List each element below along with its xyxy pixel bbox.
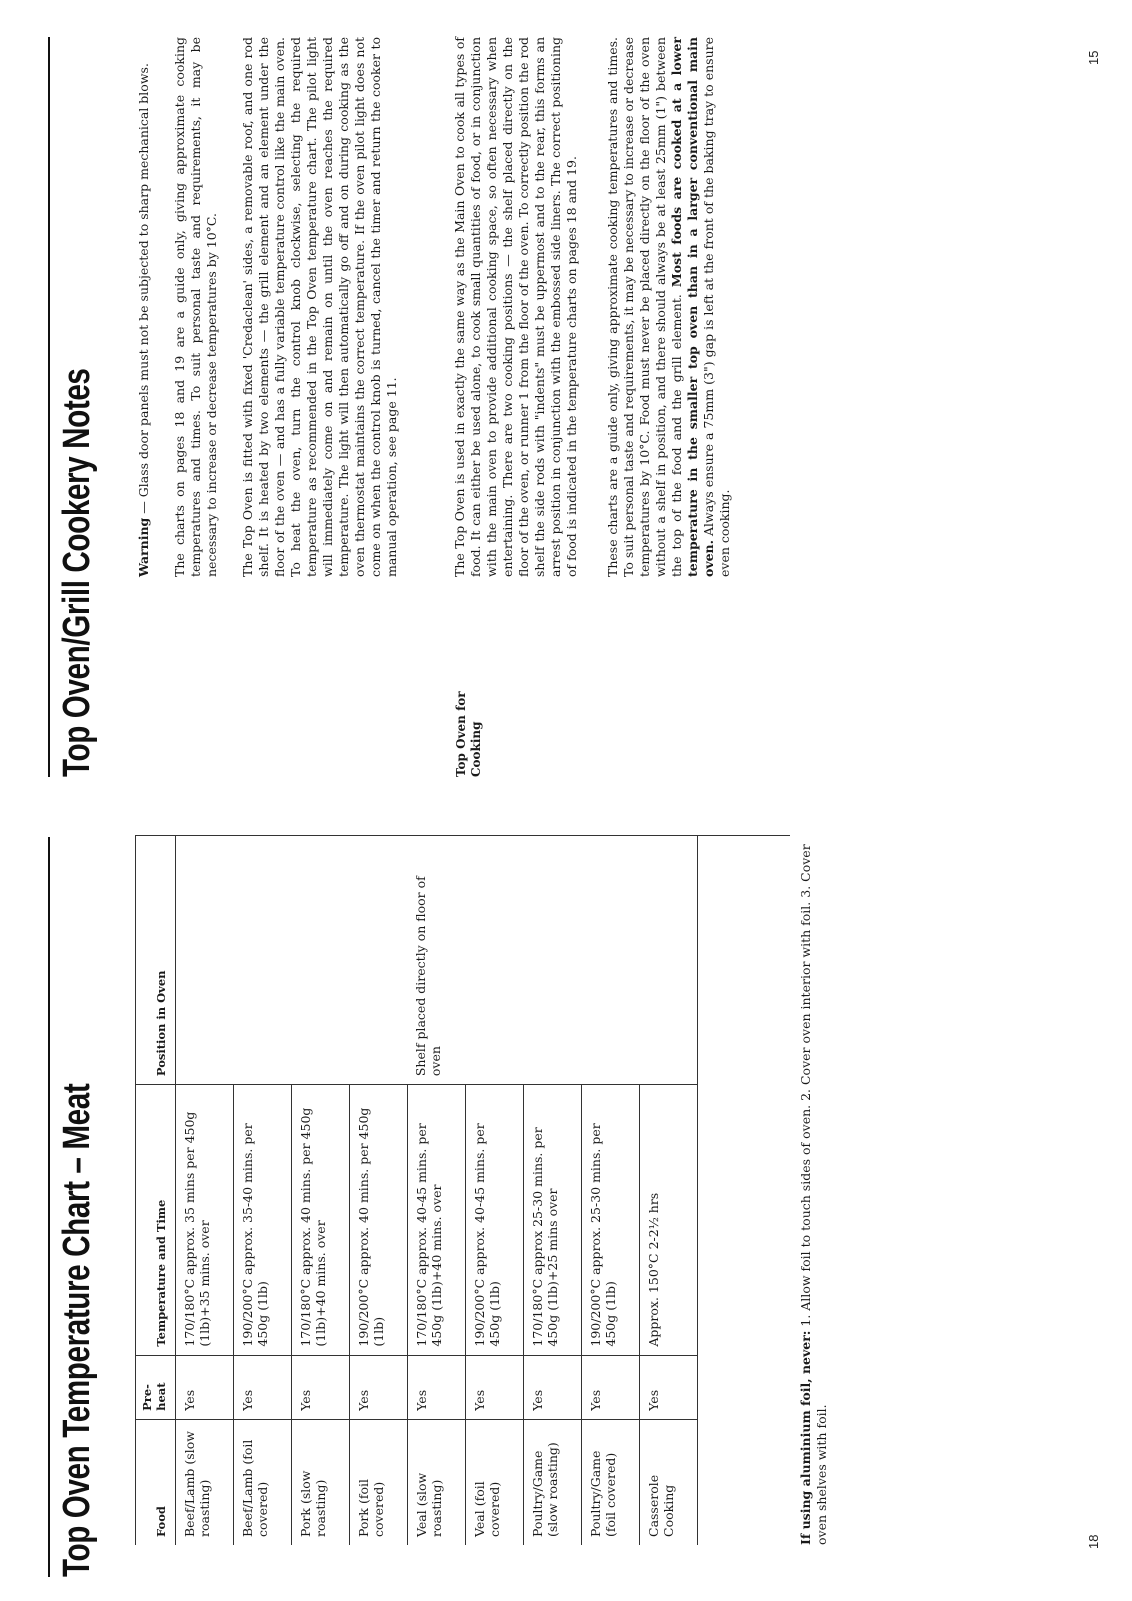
right-heading-rule xyxy=(48,37,50,777)
preheat-cell: Yes xyxy=(639,1355,697,1419)
position-cell-empty xyxy=(581,835,639,1085)
preheat-cell: Yes xyxy=(291,1355,349,1419)
position-cell-empty xyxy=(233,835,291,1085)
food-cell: Pork (foil covered) xyxy=(349,1419,407,1545)
temp-time-cell: 170/180°C approx 25-30 mins. per 450g (1lb)+25 mins over xyxy=(523,1085,581,1355)
foil-note-body: 1. Allow foil to touch sides of oven. 2. Cover oven interior with foil. 3. Cover oven shelves with foil. xyxy=(798,844,830,1545)
temp-time-cell: 170/180°C approx. 40-45 mins. per 450g (1lb)+40 mins. over xyxy=(407,1085,465,1355)
position-cell-empty xyxy=(523,835,581,1085)
page-number-left: 18 xyxy=(1086,1534,1101,1549)
warning-paragraph xyxy=(136,37,152,577)
table-row xyxy=(581,835,639,1545)
warning-text: — Glass door panels must not be subjected to sharp mechanical blows. xyxy=(136,63,151,518)
food-cell: Casserole Cooking xyxy=(639,1419,697,1545)
temp-time-cell: Approx. 150°C 2-2½ hrs xyxy=(639,1085,697,1355)
table-row xyxy=(175,835,233,1545)
position-cell-empty xyxy=(175,835,233,1085)
table-row xyxy=(233,835,291,1545)
foil-note-lead: If using aluminium foil, never: xyxy=(798,1330,813,1545)
preheat-cell: Yes xyxy=(175,1355,233,1419)
warning-label: Warning xyxy=(136,517,151,577)
food-cell: Beef/Lamb (foil covered) xyxy=(233,1419,291,1545)
page-number-right: 15 xyxy=(1086,50,1101,65)
food-cell: Beef/Lamb (slow roasting) xyxy=(175,1419,233,1545)
preheat-cell: Yes xyxy=(407,1355,465,1419)
oven-description-paragraph: The Top Oven is fitted with fixed 'Credaclean' sides, a removable roof, and one rod shelf. It is heated by two elements — the grill element and an element under the floor of the oven — and has a fully variable temperature control like the main oven. To heat the oven, turn the control knob clockwise, selecting the required temperature as recommended in the Top Oven temperature chart. The pilot light will immediately come on and remain on until the oven reaches the required temperature. The light will then automatically go off and on during cooking as the oven thermostat maintains the correct temperature. If the oven pilot light does not come on when the control knob is turned, cancel the timer and return the cooker to manual operation, see page 11. xyxy=(240,37,399,577)
table-row xyxy=(291,835,349,1545)
preheat-cell: Yes xyxy=(349,1355,407,1419)
table-row xyxy=(639,835,697,1545)
preheat-cell: Yes xyxy=(581,1355,639,1419)
temperature-chart-heading: Top Oven Temperature Chart – Meat xyxy=(56,1083,98,1577)
preheat-cell: Yes xyxy=(465,1355,523,1419)
temperature-chart-table xyxy=(135,835,698,1545)
position-note: Shelf placed directly on floor of oven xyxy=(407,835,465,1085)
position-cell-empty xyxy=(291,835,349,1085)
left-heading-rule xyxy=(48,837,50,1577)
top-oven-usage-paragraph: The Top Oven is used in exactly the same way as the Main Oven to cook all types of food. It can either be used alone, to cook small quantities of food, or in conjunction with the main oven to provide additional cooking space, so often necessary when entertaining. There are two cooking positions — the shelf placed directly on the floor of the oven, or runner 1 from the floor of the oven. To correctly position the rod shelf the side rods with "indents" must be uppermost and to the rear, this forms an arrest position in conjunction with the embossed side liners. The correct positioning of food is indicated in the temperature charts on pages 18 and 19. xyxy=(452,37,579,577)
temp-time-cell: 170/180°C approx. 40 mins. per 450g (1lb)+40 mins. over xyxy=(291,1085,349,1355)
guidance-text-end: Always ensure a 75mm (3") gap is left at the front of the baking tray to ensure even cooking. xyxy=(701,37,732,577)
food-cell: Pork (slow roasting) xyxy=(291,1419,349,1545)
temperature-guidance-paragraph xyxy=(605,37,733,577)
temp-time-cell: 190/200°C approx. 25-30 mins. per 450g (1lb) xyxy=(581,1085,639,1355)
food-cell: Poultry/Game (slow roasting) xyxy=(523,1419,581,1545)
temp-time-cell: 190/200°C approx. 35-40 mins. per 450g (1lb) xyxy=(233,1085,291,1355)
header-temperature-time: Temperature and Time xyxy=(135,1085,175,1355)
position-cell-empty xyxy=(465,835,523,1085)
foil-warning-note xyxy=(798,825,831,1545)
preheat-cell: Yes xyxy=(233,1355,291,1419)
position-cell-empty xyxy=(639,835,697,1085)
temp-time-cell: 170/180°C approx. 35 mins per 450g (1lb)+35 mins. over xyxy=(175,1085,233,1355)
table-header-row xyxy=(135,835,175,1545)
section-label-top-oven-cooking: Top Oven for Cooking xyxy=(454,691,483,777)
header-preheat: Pre-heat xyxy=(135,1355,175,1419)
temp-time-cell: 190/200°C approx. 40-45 mins. per 450g (1lb) xyxy=(465,1085,523,1355)
food-cell: Veal (foil covered) xyxy=(465,1419,523,1545)
temp-time-cell: 190/200°C approx. 40 mins. per 450g (1lb) xyxy=(349,1085,407,1355)
table-row xyxy=(407,835,465,1545)
food-cell: Veal (slow roasting) xyxy=(407,1419,465,1545)
table-row xyxy=(523,835,581,1545)
guidance-text-start: These charts are a guide only, giving approximate cooking temperatures and times. To suit personal taste and requirements, it may be necessary to increase or decrease temperatures by 10°C. Food must never be placed directly on the floor of the oven without a shelf in position, and there should always be at least 25mm (1") between the top of the food and the grill element. xyxy=(605,37,684,577)
cookery-notes-heading: Top Oven/Grill Cookery Notes xyxy=(56,368,98,777)
food-cell: Poultry/Game (foil covered) xyxy=(581,1419,639,1545)
table-row xyxy=(349,835,407,1545)
guidance-emphasis: Most foods are cooked at a lower temperature in the smaller top oven than in a larger conventional main oven. xyxy=(669,36,716,577)
preheat-cell: Yes xyxy=(523,1355,581,1419)
header-position: Position in Oven xyxy=(135,835,175,1085)
table-row xyxy=(465,835,523,1545)
position-cell-empty xyxy=(349,835,407,1085)
charts-guide-paragraph: The charts on pages 18 and 19 are a guide only, giving approximate cooking temperatures and times. To suit personal taste and requirements, it may be necessary to increase or decrease temperatures by 10°C. xyxy=(172,37,219,577)
header-food: Food xyxy=(135,1419,175,1545)
